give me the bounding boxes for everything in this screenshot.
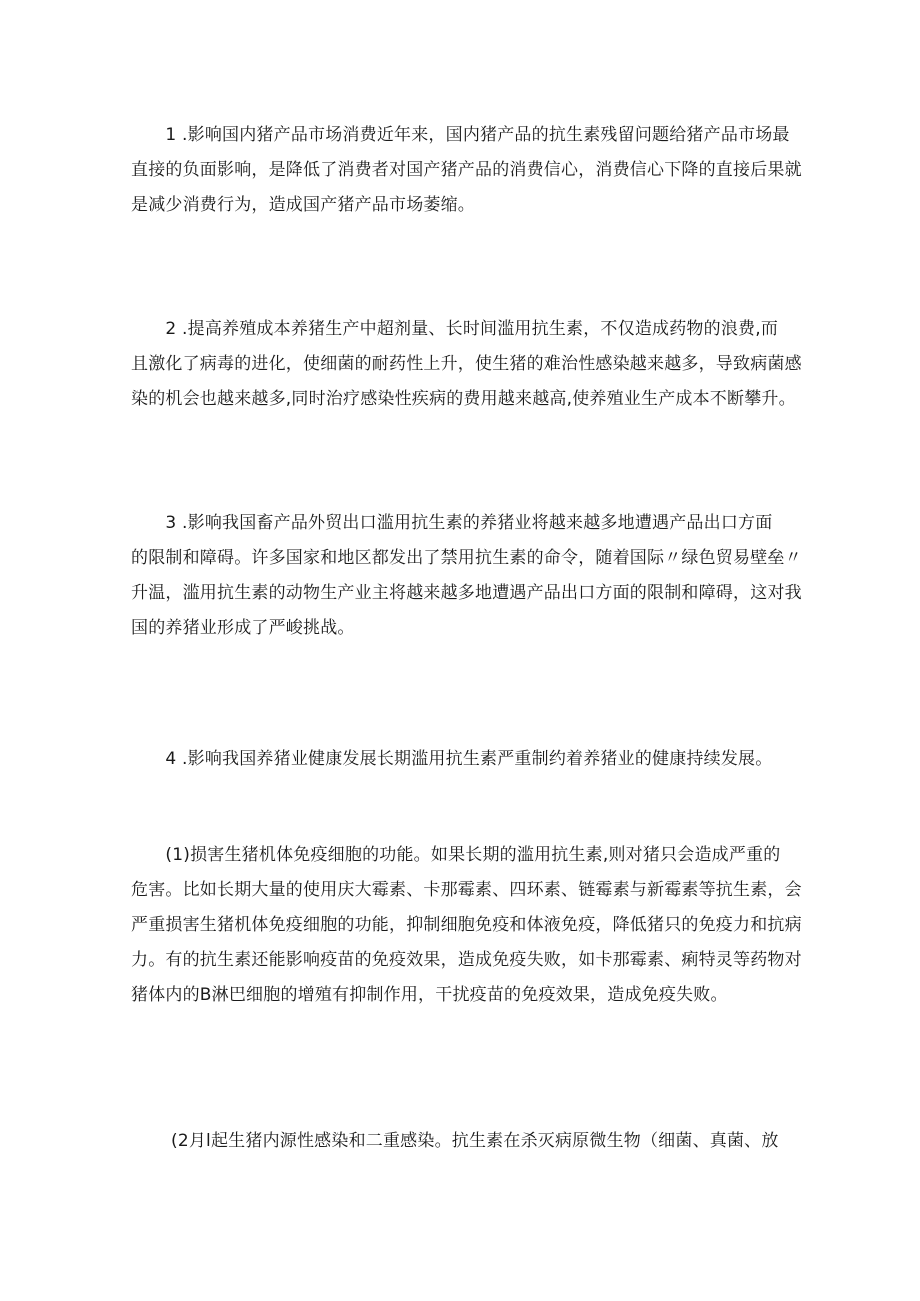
paragraph-6 <box>131 1124 796 1159</box>
text-line: 2 .提高养殖成本养猪生产中超剂量、长时间滥用抗生素，不仅造成药物的浪费,而 <box>131 319 779 339</box>
text-line: 且激化了病毒的进化，使细菌的耐药性上升，使生猪的难治性感染越来越多，导致病菌感 <box>131 354 802 374</box>
paragraph-3 <box>131 506 802 646</box>
text-line: 猪体内的B淋巴细胞的增殖有抑制作用，干扰疫苗的免疫效果，造成免疫失败。 <box>131 985 728 1005</box>
text-line: 1 .影响国内猪产品市场消费近年来，国内猪产品的抗生素残留问题给猪产品市场最 <box>131 125 790 145</box>
text-line: 力。有的抗生素还能影响疫苗的免疫效果，造成免疫失败，如卡那霉素、痢特灵等药物对 <box>131 950 802 970</box>
text-line: 4 .影响我国养猪业健康发展长期滥用抗生素严重制约着养猪业的健康持续发展。 <box>131 749 773 769</box>
text-line: 染的机会也越来越多,同时治疗感染性疾病的费用越来越高,使养殖业生产成本不断攀升。 <box>131 389 796 409</box>
text-line: 3 .影响我国畜产品外贸出口滥用抗生素的养猪业将越来越多地遭遇产品出口方面 <box>131 513 773 533</box>
text-line: 是减少消费行为，造成国产猪产品市场萎缩。 <box>131 195 475 215</box>
text-line: 国的养猪业形成了严峻挑战。 <box>131 618 355 638</box>
paragraph-2 <box>131 312 802 417</box>
text-line: 升温，滥用抗生素的动物生产业主将越来越多地遭遇产品出口方面的限制和障碍，这对我 <box>131 583 802 603</box>
text-line: (2月l起生猪内源性感染和二重感染。抗生素在杀灭病原微生物（细菌、真菌、放 <box>131 1131 779 1151</box>
text-line: (1)损害生猪机体免疫细胞的功能。如果长期的滥用抗生素,则对猪只会造成严重的 <box>131 845 781 865</box>
text-line: 危害。比如长期大量的使用庆大霉素、卡那霉素、四环素、链霉素与新霉素等抗生素，会 <box>131 880 802 900</box>
text-line: 直接的负面影响，是降低了消费者对国产猪产品的消费信心，消费信心下降的直接后果就 <box>131 160 802 180</box>
paragraph-1 <box>131 118 802 223</box>
paragraph-5 <box>131 838 802 1013</box>
text-line: 严重损害生猪机体免疫细胞的功能，抑制细胞免疫和体液免疫，降低猪只的免疫力和抗病 <box>131 915 802 935</box>
text-line: 的限制和障碍。许多国家和地区都发出了禁用抗生素的命令，随着国际〃绿色贸易壁垒〃 <box>131 548 802 568</box>
paragraph-4 <box>131 742 796 777</box>
